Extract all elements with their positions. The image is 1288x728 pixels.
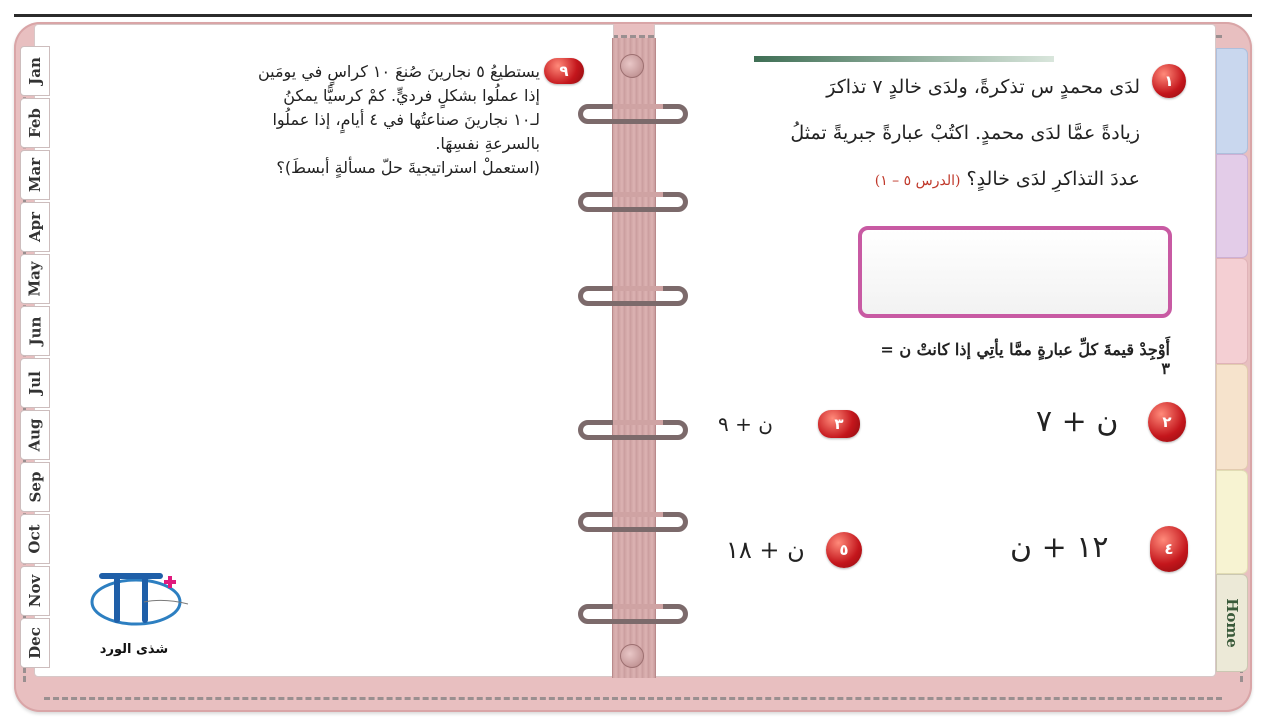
question-9-line: يستطيعُ ٥ نجارينَ صُنعَ ١٠ كراسٍ في يومَين — [257, 62, 540, 81]
month-tab-mar[interactable]: Mar — [20, 150, 50, 200]
exercise-3-badge: ٣ — [818, 410, 860, 438]
question-9-text — [120, 60, 540, 180]
top-border-line — [14, 14, 1252, 17]
question-1-line: زيادةً عمَّا لدَى محمدٍ. اكتُبْ عبارةً جبريةً تمثلُ — [790, 122, 1140, 144]
exercise-3-expression: ن + ٩ — [718, 412, 773, 436]
binder-ring-5 — [578, 512, 688, 532]
exercise-5-expression: ن + ١٨ — [726, 536, 805, 564]
exercise-2-badge: ٢ — [1148, 402, 1186, 442]
exercise-4-badge: ٤ — [1150, 526, 1188, 572]
month-tab-jun[interactable]: Jun — [20, 306, 50, 356]
bottom-rivet — [620, 644, 644, 668]
yellow-section-tab[interactable] — [1216, 470, 1248, 574]
header-strip — [754, 56, 1054, 62]
top-rivet — [620, 54, 644, 78]
signature-text: شذى الورد — [99, 642, 169, 657]
question-9-line: بالسرعةِ نفسِهَا. — [435, 134, 540, 153]
home-tab[interactable] — [1216, 574, 1248, 672]
binder-ring-3 — [578, 286, 688, 306]
answer-box[interactable] — [858, 226, 1172, 318]
bottom-stitching — [44, 697, 1222, 700]
month-tab-dec[interactable]: Dec — [20, 618, 50, 668]
question-1-line: لدَى محمدٍ س تذكرةً، ولدَى خالدٍ ٧ تذاكرَ — [826, 76, 1140, 98]
peach-section-tab[interactable] — [1216, 364, 1248, 470]
binder-spine — [612, 38, 656, 678]
pink-section-tab[interactable] — [1216, 258, 1248, 364]
binder-ring-6 — [578, 604, 688, 624]
month-tabs — [20, 46, 50, 674]
exercise-5-badge: ٥ — [826, 532, 862, 568]
month-tab-apr[interactable]: Apr — [20, 202, 50, 252]
month-tab-oct[interactable]: Oct — [20, 514, 50, 564]
month-tab-aug[interactable]: Aug — [20, 410, 50, 460]
binder-ring-2 — [578, 192, 688, 212]
blue-section-tab[interactable] — [1216, 48, 1248, 154]
question-9-line: لـ١٠ نجارينَ صناعتُها في ٤ أيامٍ، إذا عملُوا — [272, 110, 540, 129]
question-1-text — [752, 64, 1140, 204]
exercise-4-expression: ١٢ + ن — [1010, 530, 1109, 565]
publisher-logo — [84, 562, 194, 632]
question-1-line-3 — [752, 156, 1140, 204]
month-tab-jul[interactable]: Jul — [20, 358, 50, 408]
month-tab-jan[interactable]: Jan — [20, 46, 50, 96]
question-9-badge: ٩ — [544, 58, 584, 84]
month-tab-nov[interactable]: Nov — [20, 566, 50, 616]
lesson-reference: (الدرس ٥ – ١) — [874, 173, 961, 189]
purple-section-tab[interactable] — [1216, 154, 1248, 258]
binder-ring-4 — [578, 420, 688, 440]
question-9-line: إذا عملُوا بشكلٍ فرديٍّ. كمْ كرسيًّا يمكنُ — [283, 86, 540, 105]
month-tab-sep[interactable]: Sep — [20, 462, 50, 512]
exercise-2-expression: ن + ٧ — [1036, 404, 1119, 439]
question-9-line: (استعملْ استراتيجيةَ حلّ مسألةٍ أبسطَ)؟ — [276, 158, 540, 177]
binder-ring-1 — [578, 104, 688, 124]
question-1-line: عددَ التذاكرِ لدَى خالدٍ؟ — [966, 168, 1140, 190]
month-tab-feb[interactable]: Feb — [20, 98, 50, 148]
month-tab-may[interactable]: May — [20, 254, 50, 304]
question-1-badge: ١ — [1152, 64, 1186, 98]
home-tab-label: Home — [1223, 598, 1241, 648]
exercise-instruction: أَوْجِدْ قيمةَ كلِّ عبارةٍ ممَّا يأتِي إذا كانتْ ن = ٣ — [880, 340, 1170, 378]
